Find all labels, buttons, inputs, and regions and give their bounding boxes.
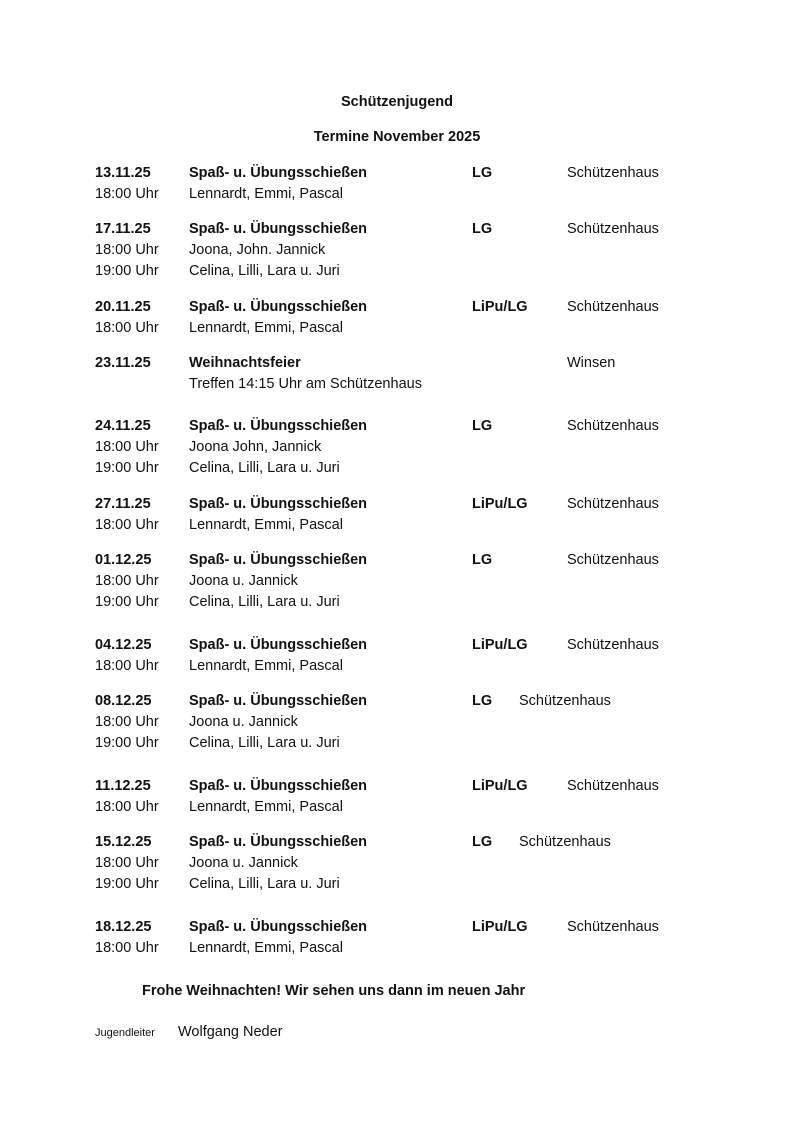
entry-event: Weihnachtsfeier [189, 355, 301, 371]
entry-location: Schützenhaus [519, 834, 611, 850]
entry-event: Spaß- u. Übungsschießen [189, 637, 368, 653]
entry-event: Spaß- u. Übungsschießen [189, 778, 368, 794]
entry-participants: Lennardt, Emmi, Pascal [189, 320, 343, 336]
entry-time: 18:00 Uhr [95, 658, 159, 674]
entry-location: Schützenhaus [567, 299, 659, 315]
entry-date: 08.12.25 [95, 693, 152, 709]
entry-weapon: LG [472, 693, 493, 709]
entry-weapon: LG [472, 834, 493, 850]
entry-participants: Joona u. Jannick [189, 714, 298, 730]
entry-date: 11.12.25 [95, 778, 151, 794]
entry-participants: Lennardt, Emmi, Pascal [189, 658, 343, 674]
entry-participants: Joona u. Jannick [189, 573, 298, 589]
entry-date: 24.11.25 [95, 418, 151, 434]
entry-time: 19:00 Uhr [95, 460, 159, 476]
entry-location: Schützenhaus [567, 637, 659, 653]
entry-event: Spaß- u. Übungsschießen [189, 552, 368, 568]
entry-participants: Joona u. Jannick [189, 855, 298, 871]
entry-time: 18:00 Uhr [95, 714, 159, 730]
entry-event: Spaß- u. Übungsschießen [189, 221, 368, 237]
entry-location: Schützenhaus [519, 693, 611, 709]
entry-location: Winsen [567, 355, 616, 371]
entry-date: 18.12.25 [95, 919, 152, 935]
entry-location: Schützenhaus [567, 552, 659, 568]
entry-date: 15.12.25 [95, 834, 152, 850]
schedule-entry [95, 832, 715, 902]
entry-event: Spaß- u. Übungsschießen [189, 693, 368, 709]
document-subtitle: Termine November 2025 [313, 129, 481, 145]
entry-time: 18:00 Uhr [95, 799, 159, 815]
entry-date: 13.11.25 [95, 165, 151, 181]
entry-date: 17.11.25 [95, 221, 151, 237]
entry-participants: Lennardt, Emmi, Pascal [189, 940, 343, 956]
entry-location: Schützenhaus [567, 418, 659, 434]
entry-date: 20.11.25 [95, 299, 151, 315]
entry-participants: Joona, John. Jannick [189, 242, 326, 258]
entry-participants: Celina, Lilli, Lara u. Juri [189, 876, 340, 892]
entry-participants: Celina, Lilli, Lara u. Juri [189, 263, 340, 279]
schedule-entry [95, 917, 715, 987]
entry-time: 18:00 Uhr [95, 940, 159, 956]
entry-date: 23.11.25 [95, 355, 151, 371]
schedule-entry [95, 691, 715, 761]
entry-participants: Celina, Lilli, Lara u. Juri [189, 594, 340, 610]
entry-weapon: LiPu/LG [472, 919, 528, 935]
entry-time: 18:00 Uhr [95, 573, 159, 589]
entry-event: Spaß- u. Übungsschießen [189, 496, 368, 512]
entry-time: 18:00 Uhr [95, 242, 159, 258]
entry-event: Spaß- u. Übungsschießen [189, 418, 368, 434]
entry-weapon: LiPu/LG [472, 299, 528, 315]
entry-participants: Joona John, Jannick [189, 439, 322, 455]
entry-note: Treffen 14:15 Uhr am Schützenhaus [189, 376, 422, 392]
entry-date: 01.12.25 [95, 552, 152, 568]
entry-time: 19:00 Uhr [95, 263, 159, 279]
entry-time: 18:00 Uhr [95, 186, 159, 202]
entry-time: 18:00 Uhr [95, 320, 159, 336]
entry-weapon: LG [472, 418, 493, 434]
signature-name: Wolfgang Neder [178, 1024, 283, 1040]
entry-event: Spaß- u. Übungsschießen [189, 165, 368, 181]
entry-date: 04.12.25 [95, 637, 152, 653]
schedule-entry [95, 550, 715, 620]
entry-event: Spaß- u. Übungsschießen [189, 299, 368, 315]
entry-event: Spaß- u. Übungsschießen [189, 919, 368, 935]
entry-time: 18:00 Uhr [95, 517, 159, 533]
entry-time: 19:00 Uhr [95, 876, 159, 892]
entry-weapon: LiPu/LG [472, 778, 528, 794]
entry-participants: Lennardt, Emmi, Pascal [189, 517, 343, 533]
entry-time: 18:00 Uhr [95, 855, 159, 871]
entry-event: Spaß- u. Übungsschießen [189, 834, 368, 850]
document-title: Schützenjugend [341, 94, 453, 110]
entry-participants: Lennardt, Emmi, Pascal [189, 186, 343, 202]
entry-participants: Celina, Lilli, Lara u. Juri [189, 735, 340, 751]
entry-location: Schützenhaus [567, 165, 659, 181]
entry-participants: Lennardt, Emmi, Pascal [189, 799, 343, 815]
schedule-entry [95, 219, 715, 289]
entry-location: Schützenhaus [567, 778, 659, 794]
entry-location: Schützenhaus [567, 221, 659, 237]
closing-greeting: Frohe Weihnachten! Wir sehen uns dann im neuen Jahr [142, 983, 526, 999]
entry-location: Schützenhaus [567, 919, 659, 935]
entry-weapon: LG [472, 552, 493, 568]
schedule-entry [95, 353, 715, 423]
entry-time: 19:00 Uhr [95, 735, 159, 751]
schedule-entry [95, 416, 715, 486]
entry-location: Schützenhaus [567, 496, 659, 512]
entry-weapon: LiPu/LG [472, 496, 528, 512]
entry-time: 18:00 Uhr [95, 439, 159, 455]
entry-time: 19:00 Uhr [95, 594, 159, 610]
entry-weapon: LiPu/LG [472, 637, 528, 653]
entry-participants: Celina, Lilli, Lara u. Juri [189, 460, 340, 476]
entry-weapon: LG [472, 221, 493, 237]
signature-role: Jugendleiter [95, 1027, 155, 1039]
entry-weapon: LG [472, 165, 493, 181]
entry-date: 27.11.25 [95, 496, 151, 512]
